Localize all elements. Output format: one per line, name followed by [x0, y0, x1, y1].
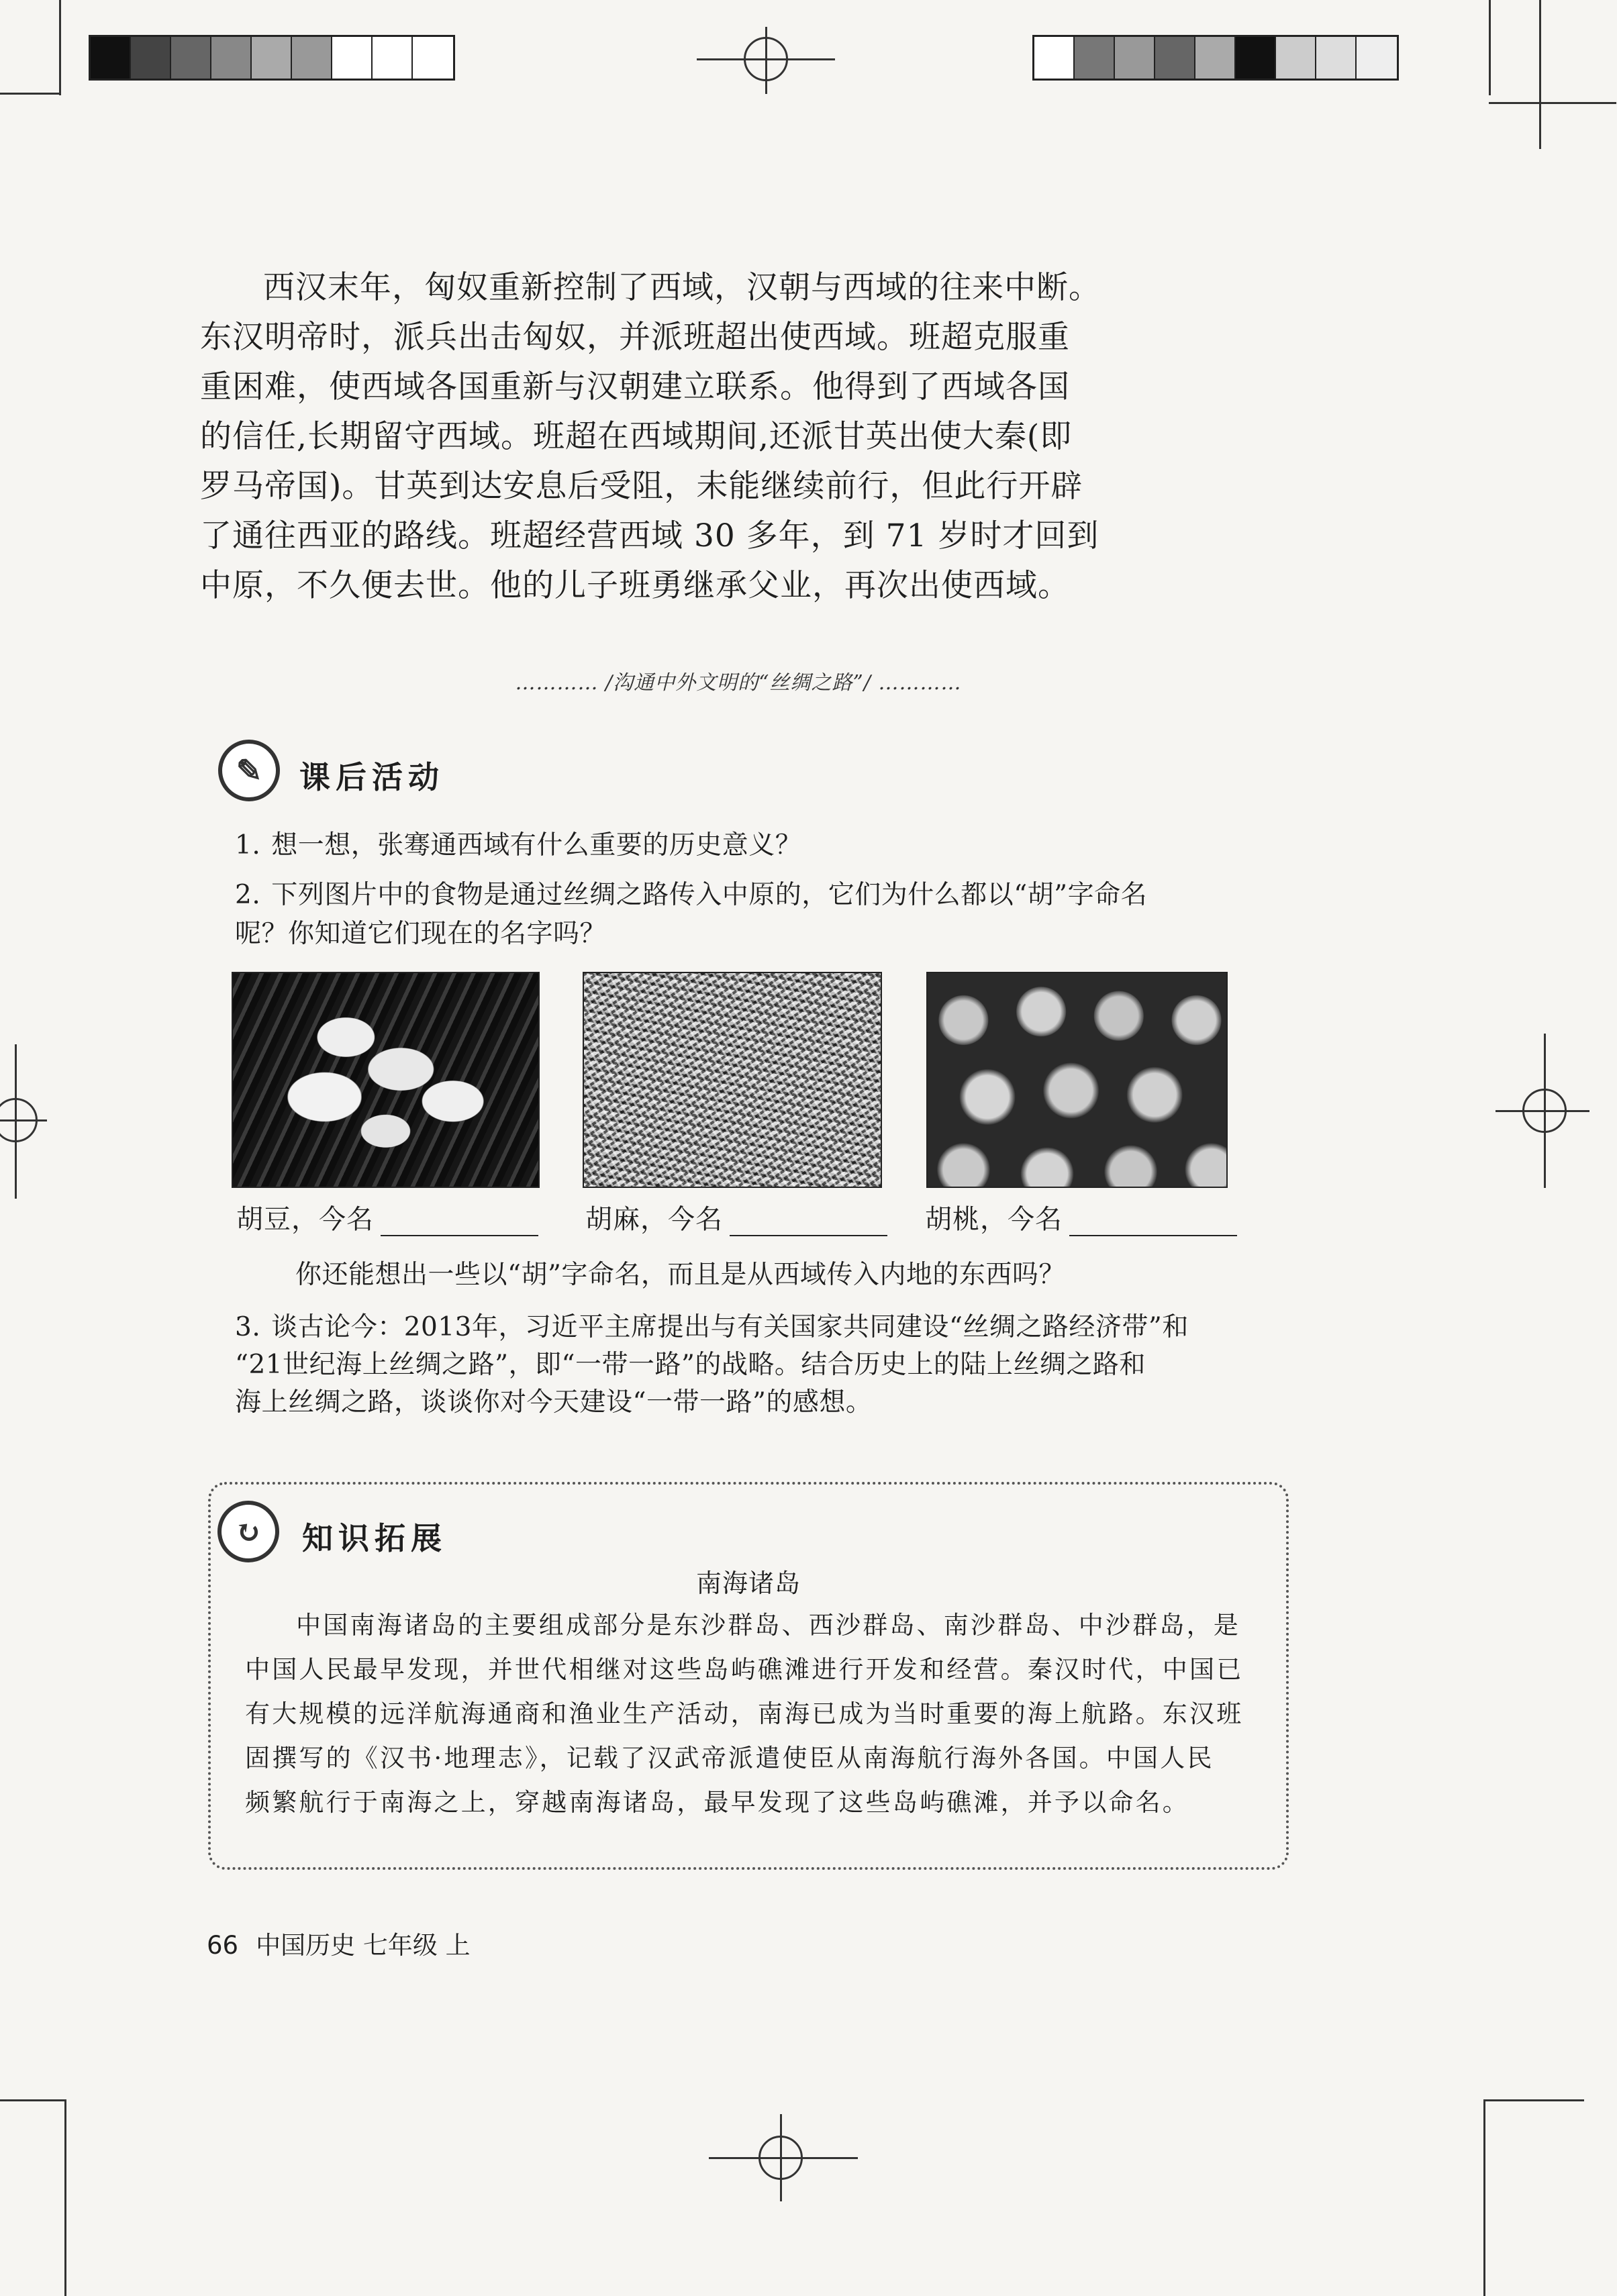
question-number: 3. — [235, 1312, 261, 1342]
extension-title: 知识拓展 — [302, 1520, 447, 1556]
paragraph-line: 了通往西亚的路线。班超经营西域 30 多年，到 71 岁时才回到 — [200, 517, 1099, 554]
crop-mark — [1483, 2099, 1584, 2101]
answer-blank[interactable] — [730, 1208, 887, 1236]
paragraph-line: 东汉明帝时，派兵出击匈奴，并派班超出使西域。班超克服重 — [200, 319, 1070, 356]
photo-huma — [583, 972, 882, 1188]
crop-mark — [0, 93, 59, 95]
crop-mark — [0, 2099, 66, 2101]
crop-mark — [1489, 0, 1491, 95]
color-calibration-strip-right — [1032, 35, 1399, 81]
paragraph-line: 罗马帝国)。甘英到达安息后受阻，未能继续前行，但此行开辟 — [200, 468, 1083, 505]
paragraph-line: 中原，不久便去世。他的儿子班勇继承父业，再次出使西域。 — [200, 567, 1070, 604]
arrow-circle-icon: ↻ — [217, 1501, 279, 1562]
follow-up-question: 你还能想出一些以“胡”字命名，而且是从西域传入内地的东西吗？ — [295, 1260, 1065, 1290]
extension-line: 频繁航行于南海之上，穿越南海诸岛，最早发现了这些岛屿礁滩，并予以命名。 — [245, 1788, 1189, 1817]
paragraph-line: 的信任,长期留守西域。班超在西域期间,还派甘英出使大秦(即 — [200, 418, 1073, 455]
extension-line: 有大规模的远洋航海通商和渔业生产活动，南海已成为当时重要的海上航路。东汉班 — [245, 1699, 1244, 1728]
caption-hudou: 胡豆，今名 — [236, 1198, 538, 1236]
running-title: ………… /沟通中外文明的“丝绸之路”/ ………… — [515, 671, 962, 695]
answer-blank[interactable] — [1069, 1208, 1237, 1236]
question-text: 呢？你知道它们现在的名字吗？ — [235, 919, 607, 949]
caption-huma: 胡麻，今名 — [585, 1198, 887, 1236]
question-1 — [235, 823, 1255, 868]
question-3-cont: “21世纪海上丝绸之路”，即“一带一路”的战略。结合历史上的陆上丝绸之路和 — [235, 1350, 1146, 1380]
page-footer — [207, 1925, 471, 1961]
question-text: 下列图片中的食物是通过丝绸之路传入中原的，它们为什么都以“胡”字命名 — [271, 880, 1148, 910]
question-3-cont: 海上丝绸之路，谈谈你对今天建设“一带一路”的感想。 — [235, 1387, 873, 1417]
question-2-cont — [235, 911, 1255, 957]
question-text: 谈古论今：2013年，习近平主席提出与有关国家共同建设“丝绸之路经济带”和 — [271, 1312, 1189, 1342]
book-title: 中国历史 七年级 上 — [256, 1931, 471, 1960]
extension-line: 中国南海诸岛的主要组成部分是东沙群岛、西沙群岛、南沙群岛、中沙群岛，是 — [296, 1611, 1240, 1640]
question-number: 1. — [235, 830, 261, 860]
caption-hutao: 胡桃，今名 — [925, 1198, 1237, 1236]
extension-line: 中国人民最早发现，并世代相继对这些岛屿礁滩进行开发和经营。秦汉时代，中国已 — [245, 1655, 1244, 1684]
extension-line: 固撰写的《汉书·地理志》，记载了汉武帝派遣使臣从南海航行海外各国。中国人民 — [245, 1744, 1214, 1773]
paragraph-line: 重困难，使西域各国重新与汉朝建立联系。他得到了西域各国 — [200, 368, 1070, 405]
pen-icon: ✎ — [218, 740, 280, 801]
color-calibration-strip-left — [89, 35, 455, 81]
page-number: 66 — [207, 1931, 239, 1960]
extension-subtitle: 南海诸岛 — [695, 1568, 801, 1598]
main-paragraph — [200, 263, 1101, 611]
crop-mark — [59, 0, 61, 95]
activities-title: 课后活动 — [299, 759, 444, 795]
crop-mark — [1539, 0, 1541, 149]
question-text: 想一想，张骞通西域有什么重要的历史意义？ — [271, 830, 802, 860]
photo-hudou — [232, 972, 540, 1188]
photo-hutao — [926, 972, 1228, 1188]
crop-mark — [1483, 2099, 1485, 2296]
question-number: 2. — [235, 880, 261, 910]
crop-mark — [1489, 102, 1616, 104]
crop-mark — [64, 2099, 66, 2296]
paragraph-line: 西汉末年，匈奴重新控制了西域，汉朝与西域的往来中断。 — [263, 269, 1101, 306]
answer-blank[interactable] — [381, 1208, 538, 1236]
